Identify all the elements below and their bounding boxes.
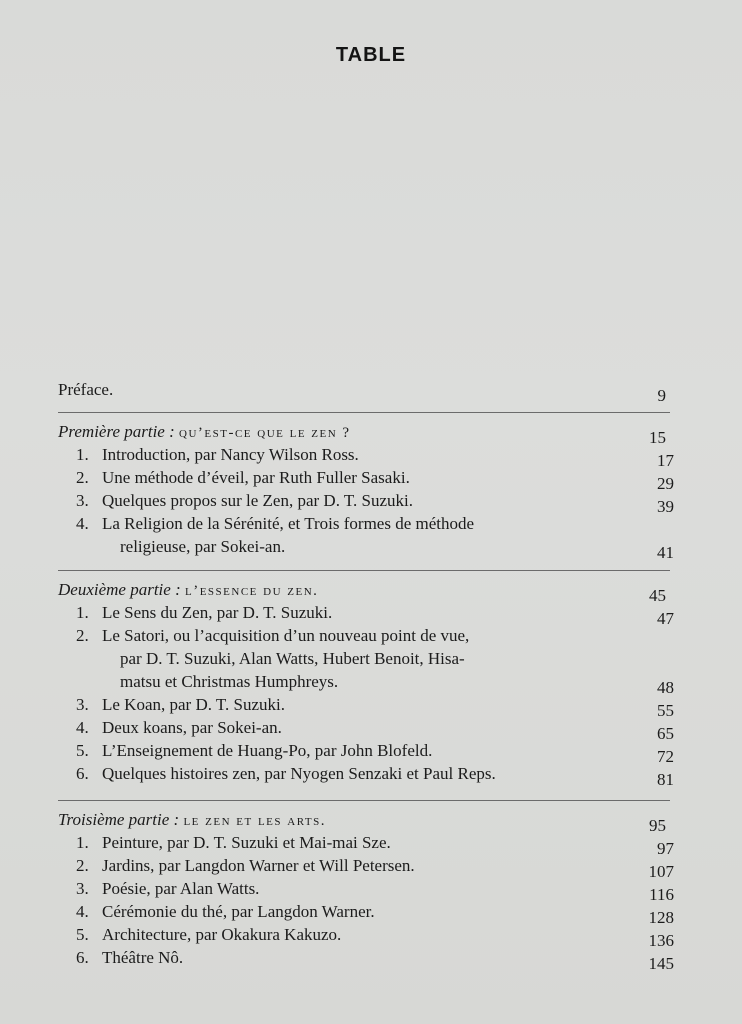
part-title: qu’est-ce que le zen ? [179, 425, 351, 441]
entry-number: 3. [76, 695, 89, 714]
entry-title: Peinture, par D. T. Suzuki et Mai-mai Sze. [102, 833, 391, 852]
part-heading-row [58, 578, 666, 605]
section-rule [58, 412, 670, 413]
entry-title: Le Satori, ou l’acquisition d’un nouveau point de vue, [102, 626, 470, 645]
part-label [58, 808, 326, 833]
toc-entry [58, 489, 660, 513]
entry-page: 55 [657, 701, 674, 720]
entry-page: 145 [648, 954, 674, 973]
toc-entry [58, 693, 660, 717]
toc-entry [58, 739, 660, 763]
toc-entry [58, 762, 660, 786]
entry-title: Une méthode d’éveil, par Ruth Fuller Sasaki. [102, 468, 410, 487]
part-heading-row [58, 420, 666, 447]
entry-title: Le Sens du Zen, par D. T. Suzuki. [102, 603, 333, 622]
entry-title-continued: matsu et Christmas Humphreys. [120, 672, 339, 691]
entry-title: Jardins, par Langdon Warner et Will Petersen. [102, 856, 415, 875]
entry-title-continued: religieuse, par Sokei-an. [120, 537, 286, 556]
toc-entry [58, 624, 660, 648]
entry-title: Le Koan, par D. T. Suzuki. [102, 695, 286, 714]
entry-title: Cérémonie du thé, par Langdon Warner. [102, 902, 375, 921]
part-label-text: Troisième partie : [58, 810, 184, 829]
toc-entry [58, 946, 660, 970]
toc-entry [58, 877, 660, 901]
entry-title: Poésie, par Alan Watts. [102, 879, 260, 898]
entry-number: 4. [76, 902, 89, 921]
entry-page: 107 [648, 862, 674, 881]
entry-title: Introduction, par Nancy Wilson Ross. [102, 445, 359, 464]
entry-page: 65 [657, 724, 674, 743]
entry-page: 48 [657, 678, 674, 697]
entry-number: 2. [76, 626, 89, 645]
section-rule [58, 800, 670, 801]
page-title: TABLE [335, 44, 407, 66]
entry-page: 41 [657, 543, 674, 562]
entry-title: Quelques propos sur le Zen, par D. T. Suzuki. [102, 491, 413, 510]
entry-page: 128 [648, 908, 674, 927]
entry-number: 2. [76, 468, 89, 487]
toc-entry [58, 443, 660, 467]
entry-number: 1. [76, 603, 89, 622]
toc-entry [58, 900, 660, 924]
entry-number: 4. [76, 718, 89, 737]
entry-number: 4. [76, 514, 89, 533]
preface-label: Préface. [58, 380, 114, 399]
entry-number: 5. [76, 925, 89, 944]
entry-title: Deux koans, par Sokei-an. [102, 718, 282, 737]
toc-entry [58, 716, 660, 740]
entry-number: 2. [76, 856, 89, 875]
entry-page: 17 [657, 451, 674, 470]
entry-page: 39 [657, 497, 674, 516]
entry-title: L’Enseignement de Huang-Po, par John Blofeld. [102, 741, 433, 760]
entry-number: 1. [76, 833, 89, 852]
part-page: 45 [649, 586, 666, 605]
toc-entry [58, 854, 660, 878]
part-heading-row [58, 808, 666, 835]
entry-page: 81 [657, 770, 674, 789]
toc-entry [58, 831, 660, 855]
part-label [58, 578, 318, 603]
entry-number: 1. [76, 445, 89, 464]
toc-entry [58, 466, 660, 490]
entry-number: 3. [76, 491, 89, 510]
entry-title-continued: par D. T. Suzuki, Alan Watts, Hubert Benoit, Hisa- [120, 649, 465, 668]
preface-page: 9 [657, 386, 666, 405]
entry-page: 72 [657, 747, 674, 766]
entry-number: 5. [76, 741, 89, 760]
part-title: le zen et les arts. [183, 813, 326, 829]
part-page: 15 [649, 428, 666, 447]
toc-entry [58, 512, 660, 536]
entry-page: 29 [657, 474, 674, 493]
toc-entry [58, 601, 660, 625]
part-title: l’essence du zen. [184, 583, 319, 599]
entry-title: Architecture, par Okakura Kakuzo. [102, 925, 342, 944]
part-page: 95 [649, 816, 666, 835]
entry-page: 97 [657, 839, 674, 858]
preface-entry [58, 378, 666, 405]
section-rule [58, 570, 670, 571]
entry-title: La Religion de la Sérénité, et Trois formes de méthode [102, 514, 475, 533]
toc-entry [58, 923, 660, 947]
part-label [58, 420, 351, 445]
entry-number: 6. [76, 764, 89, 783]
entry-page: 116 [649, 885, 674, 904]
entry-number: 3. [76, 879, 89, 898]
part-label-text: Première partie : [58, 422, 180, 441]
entry-title: Théâtre Nô. [102, 948, 184, 967]
entry-number: 6. [76, 948, 89, 967]
part-label-text: Deuxième partie : [58, 580, 185, 599]
entry-page: 136 [648, 931, 674, 950]
entry-page: 47 [657, 609, 674, 628]
entry-title: Quelques histoires zen, par Nyogen Senzaki et Paul Reps. [102, 764, 496, 783]
